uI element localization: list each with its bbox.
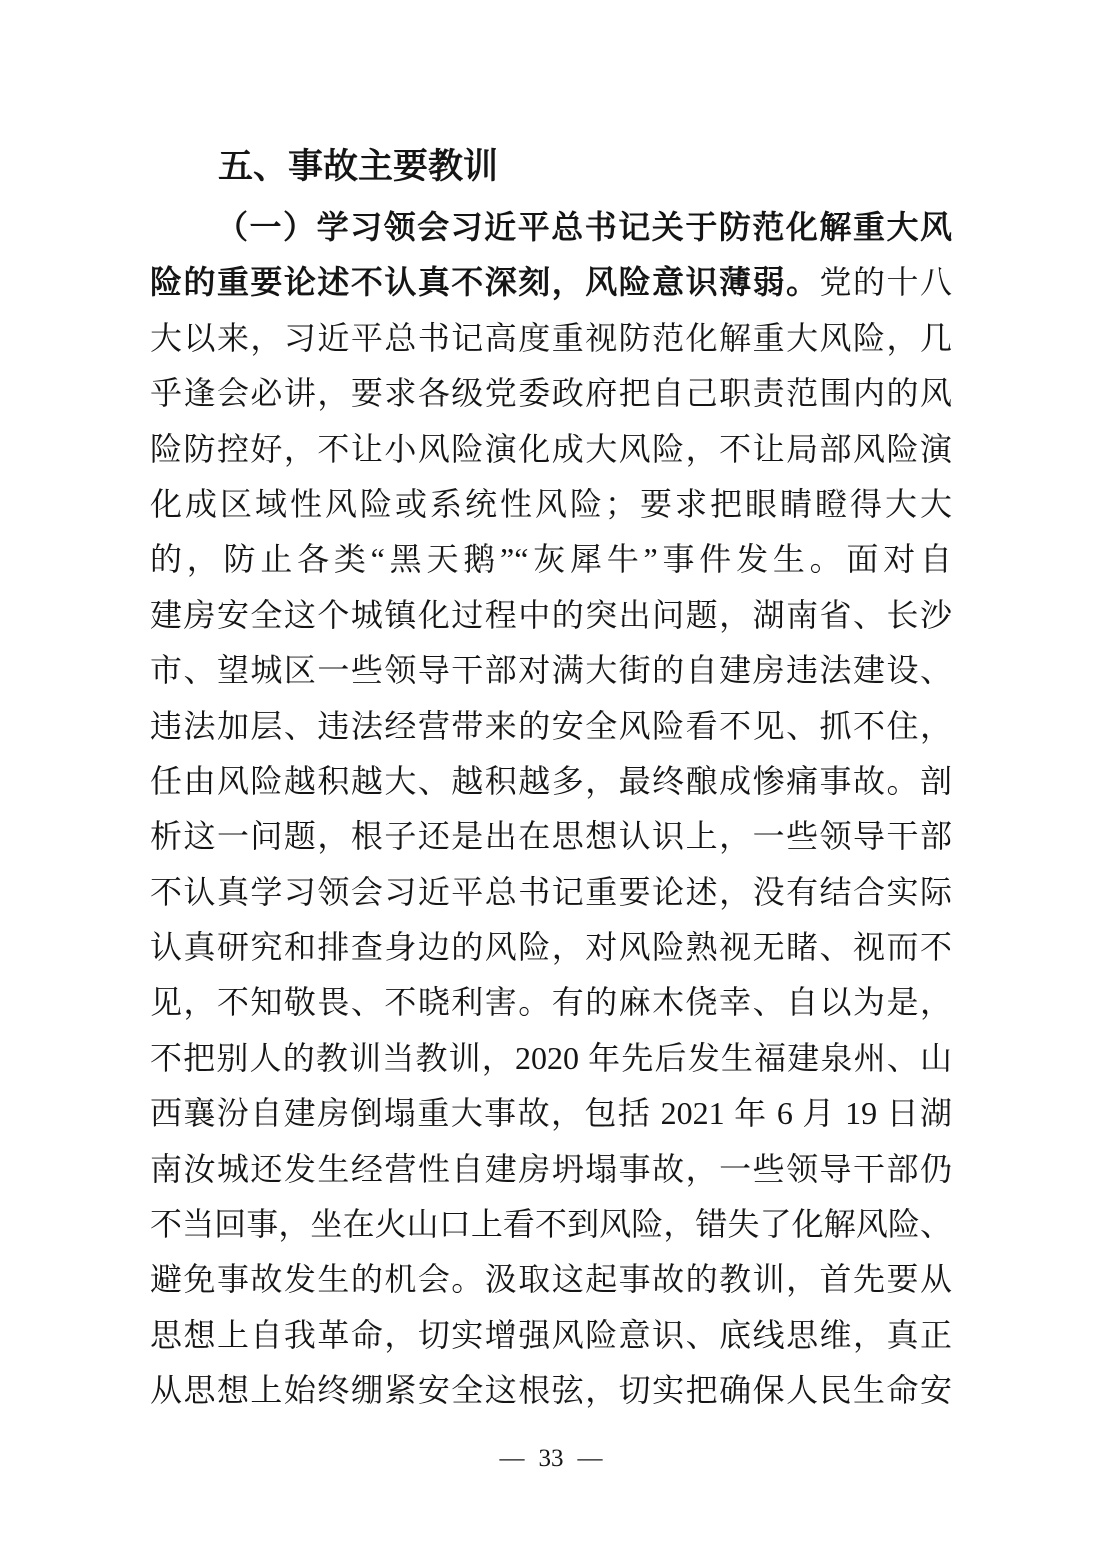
body-text: 不当回事，坐在火山口上看不到风险，错失了化解风险、: [150, 1206, 952, 1243]
body-text: 不把别人的教训当教训，2020 年先后发生福建泉州、山: [150, 1039, 952, 1076]
body-text: 任由风险越积越大、越积越多，最终酿成惨痛事故。剖: [150, 762, 952, 799]
body-text: 化成区域性风险或系统性风险；要求把眼睛瞪得大大: [150, 485, 952, 522]
paragraph-line: [150, 809, 952, 864]
paragraph-line: [150, 422, 952, 477]
paragraph: [150, 200, 952, 1419]
footer-dash-right: —: [577, 1445, 603, 1472]
page-footer: [0, 1444, 1102, 1474]
paragraph-line: [150, 588, 952, 643]
paragraph-line: [150, 754, 952, 809]
body-text: 的，防止各类“黑天鹅”“灰犀牛”事件发生。面对自: [150, 541, 952, 578]
paragraph-line: [150, 532, 952, 587]
body-text: 西襄汾自建房倒塌重大事故，包括 2021 年 6 月 19 日湖: [150, 1095, 952, 1132]
body-text: 见，不知敬畏、不晓利害。有的麻木侥幸、自以为是，: [150, 984, 952, 1021]
paragraph-line: [150, 366, 952, 421]
paragraph-line: [150, 699, 952, 754]
page-number: 33: [538, 1445, 564, 1472]
section-heading: 五、事故主要教训: [218, 147, 499, 186]
body-text: 不认真学习领会习近平总书记重要论述，没有结合实际: [150, 873, 952, 910]
paragraph-line: [150, 920, 952, 975]
paragraph-line: [150, 1031, 952, 1086]
body-text: 避免事故发生的机会。汲取这起事故的教训，首先要从: [150, 1261, 952, 1298]
paragraph-line: [150, 1086, 952, 1141]
paragraph-line: [150, 1197, 952, 1252]
paragraph-line: [150, 311, 952, 366]
body-text: 思想上自我革命，切实增强风险意识、底线思维，真正: [150, 1316, 952, 1353]
paragraph-line: [150, 865, 952, 920]
paragraph-line: [150, 1363, 952, 1418]
body-text: 建房安全这个城镇化过程中的突出问题，湖南省、长沙: [150, 596, 952, 633]
body-text: 认真研究和排查身边的风险，对风险熟视无睹、视而不: [150, 929, 952, 966]
paragraph-line: [150, 1308, 952, 1363]
lead-in-text: （一）学习领会习近平总书记关于防范化解重大风: [216, 209, 952, 245]
body-text: 险防控好，不让小风险演化成大风险，不让局部风险演: [150, 430, 952, 467]
lead-in-text: 险的重要论述不认真不深刻，风险意识薄弱。: [150, 264, 820, 301]
paragraph-line: [150, 200, 952, 255]
body-text: 党的十八: [819, 264, 952, 301]
body-text: 南汝城还发生经营性自建房坍塌事故，一些领导干部仍: [150, 1150, 952, 1187]
body-text: 从思想上始终绷紧安全这根弦，切实把确保人民生命安: [150, 1372, 952, 1409]
paragraph-line: [150, 1252, 952, 1307]
paragraph-line: [150, 255, 952, 310]
footer-dash-left: —: [499, 1445, 525, 1472]
body-text: 乎逢会必讲，要求各级党委政府把自己职责范围内的风: [150, 375, 952, 412]
paragraph-line: [150, 975, 952, 1030]
paragraph-line: [150, 643, 952, 698]
body-text: 大以来，习近平总书记高度重视防范化解重大风险，几: [150, 319, 952, 356]
paragraph-line: [150, 477, 952, 532]
body-text: 析这一问题，根子还是出在思想认识上，一些领导干部: [150, 818, 952, 855]
body-text: 违法加层、违法经营带来的安全风险看不见、抓不住，: [150, 707, 952, 744]
body-text: 市、望城区一些领导干部对满大街的自建房违法建设、: [150, 652, 952, 689]
paragraph-line: [150, 1142, 952, 1197]
